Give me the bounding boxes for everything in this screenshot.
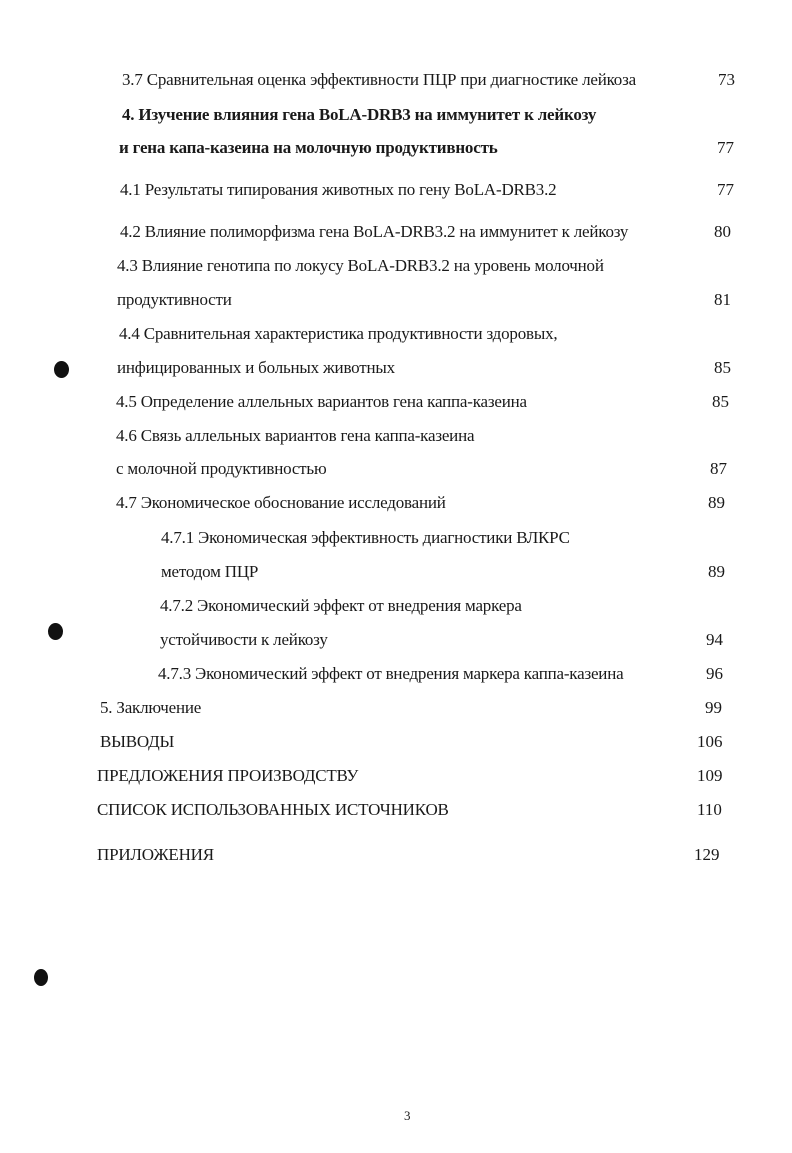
toc-entry-title: 4.5 Определение аллельных вариантов гена каппа-казеина bbox=[116, 392, 527, 411]
toc-entry-page: 89 bbox=[708, 493, 725, 512]
toc-entry-page: 80 bbox=[714, 222, 731, 241]
toc-entry-title: 4.2 Влияние полиморфизма гена BoLA-DRB3.2 на иммунитет к лейкозу bbox=[120, 222, 629, 241]
toc-entry-page: 85 bbox=[712, 392, 729, 411]
toc-entry-title: ПРЕДЛОЖЕНИЯ ПРОИЗВОДСТВУ bbox=[97, 766, 359, 785]
toc-entry-page: 109 bbox=[697, 766, 723, 785]
toc-entry-title: 3.7 Сравнительная оценка эффективности ПЦР при диагностике лейкоза bbox=[122, 70, 636, 89]
toc-entry-title: с молочной продуктивностью bbox=[116, 459, 327, 478]
toc-entry-page: 99 bbox=[705, 698, 722, 717]
toc-entry-title: методом ПЦР bbox=[161, 562, 259, 581]
toc-entry-title: и гена капа-казеина на молочную продуктивность bbox=[119, 138, 498, 157]
punch-hole-mark bbox=[48, 623, 63, 640]
toc-entry-page: 129 bbox=[694, 845, 720, 864]
toc-entry-page: 81 bbox=[714, 290, 731, 309]
toc-entry-title: 4.6 Связь аллельных вариантов гена каппа-казеина bbox=[116, 426, 475, 445]
toc-entry-title: 4.3 Влияние генотипа по локусу BoLA-DRB3.2 на уровень молочной bbox=[117, 256, 604, 275]
toc-entry-page: 77 bbox=[717, 138, 734, 157]
toc-entry-title: инфицированных и больных животных bbox=[117, 358, 395, 377]
toc-entry-title: 4.7.1 Экономическая эффективность диагностики ВЛКРС bbox=[161, 528, 570, 547]
toc-entry-title: устойчивости к лейкозу bbox=[160, 630, 328, 649]
toc-entry-page: 106 bbox=[697, 732, 723, 751]
toc-entry-page: 87 bbox=[710, 459, 727, 478]
toc-entry-page: 85 bbox=[714, 358, 731, 377]
toc-entry-page: 94 bbox=[706, 630, 723, 649]
toc-entry-title: 4.7.2 Экономический эффект от внедрения маркера bbox=[160, 596, 522, 615]
toc-entry-page: 110 bbox=[697, 800, 722, 819]
toc-entry-page: 89 bbox=[708, 562, 725, 581]
punch-hole-mark bbox=[34, 969, 48, 986]
toc-entry-title: 4.4 Сравнительная характеристика продуктивности здоровых, bbox=[119, 324, 558, 343]
toc-entry-title: СПИСОК ИСПОЛЬЗОВАННЫХ ИСТОЧНИКОВ bbox=[97, 800, 449, 819]
toc-entry-page: 73 bbox=[718, 70, 735, 89]
punch-hole-mark bbox=[54, 361, 69, 378]
toc-entry-title: 4.7 Экономическое обоснование исследований bbox=[116, 493, 446, 512]
toc-entry-title: 4. Изучение влияния гена BoLA-DRB3 на иммунитет к лейкозу bbox=[122, 105, 597, 124]
toc-entry-page: 96 bbox=[706, 664, 723, 683]
toc-entry-page: 77 bbox=[717, 180, 734, 199]
toc-entry-title: 4.1 Результаты типирования животных по гену BoLA-DRB3.2 bbox=[120, 180, 557, 199]
toc-entry-title: 5. Заключение bbox=[100, 698, 202, 717]
toc-entry-title: ВЫВОДЫ bbox=[100, 732, 175, 751]
page-number: 3 bbox=[404, 1108, 411, 1123]
toc-entry-title: продуктивности bbox=[117, 290, 232, 309]
toc-entry-title: ПРИЛОЖЕНИЯ bbox=[97, 845, 214, 864]
toc-entry-title: 4.7.3 Экономический эффект от внедрения маркера каппа-казеина bbox=[158, 664, 624, 683]
